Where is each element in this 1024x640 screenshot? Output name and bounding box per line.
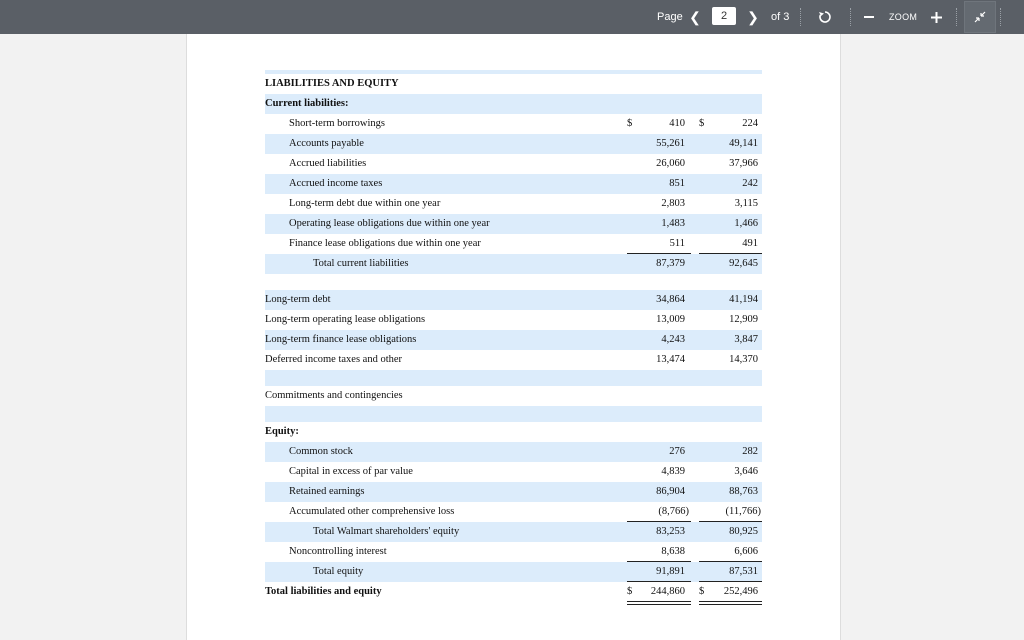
value-year-2: 3,115 — [734, 198, 758, 209]
table-row — [265, 214, 762, 234]
row-label: Commitments and contingencies — [265, 390, 403, 401]
collapse-icon — [965, 2, 995, 32]
value-year-1: 87,379 — [656, 258, 685, 269]
table-row — [265, 482, 762, 502]
value-year-2: 41,194 — [729, 294, 758, 305]
row-label: Long-term finance lease obligations — [265, 334, 417, 345]
row-label: Total current liabilities — [313, 258, 409, 269]
value-year-1: 2,803 — [661, 198, 685, 209]
value-year-1: 276 — [669, 446, 685, 457]
row-label: Total Walmart shareholders' equity — [313, 526, 460, 537]
table-row — [265, 290, 762, 310]
table-row — [265, 386, 762, 406]
value-year-1: 4,839 — [661, 466, 685, 477]
row-label: Long-term debt due within one year — [289, 198, 441, 209]
table-row — [265, 310, 762, 330]
toolbar-divider — [1000, 8, 1001, 26]
table-row — [265, 174, 762, 194]
currency-symbol: $ — [699, 118, 705, 129]
row-label: Total liabilities and equity — [265, 586, 382, 597]
double-underline — [627, 604, 691, 605]
value-year-1: 13,009 — [656, 314, 685, 325]
table-row — [265, 442, 762, 462]
row-label: Accrued liabilities — [289, 158, 367, 169]
rotate-icon[interactable] — [815, 0, 835, 34]
chevron-left-icon[interactable]: ❮ — [689, 9, 701, 25]
spacer-row — [265, 406, 762, 422]
row-label: Long-term operating lease obligations — [265, 314, 426, 325]
double-underline — [699, 601, 762, 602]
value-year-1: 91,891 — [656, 566, 685, 577]
row-label: Common stock — [289, 446, 353, 457]
value-year-1: 8,638 — [661, 546, 685, 557]
section-heading: LIABILITIES AND EQUITY — [265, 78, 399, 89]
page-label: Page — [657, 11, 683, 23]
spacer-row — [265, 274, 762, 290]
currency-symbol: $ — [627, 118, 633, 129]
value-year-2: 252,496 — [723, 586, 758, 597]
value-year-1: 1,483 — [661, 218, 685, 229]
value-year-1: 34,864 — [656, 294, 685, 305]
value-year-2: 3,847 — [734, 334, 758, 345]
value-year-2: 37,966 — [729, 158, 758, 169]
value-year-2: 80,925 — [729, 526, 758, 537]
value-year-2: 1,466 — [734, 218, 758, 229]
value-year-2: 491 — [742, 238, 758, 249]
double-underline — [627, 601, 691, 602]
value-year-1: 55,261 — [656, 138, 685, 149]
currency-symbol: $ — [699, 586, 705, 597]
value-year-1: (8,766) — [658, 506, 689, 517]
minus-icon[interactable] — [862, 0, 876, 34]
value-year-2: 88,763 — [729, 486, 758, 497]
table-row — [265, 502, 762, 522]
row-label: Long-term debt — [265, 294, 331, 305]
value-year-1: 26,060 — [656, 158, 685, 169]
chevron-right-icon[interactable]: ❯ — [747, 9, 759, 25]
table-row — [265, 462, 762, 482]
row-label: Operating lease obligations due within one year — [289, 218, 490, 229]
value-year-2: 242 — [742, 178, 758, 189]
plus-icon[interactable] — [929, 0, 943, 34]
value-year-2: 92,645 — [729, 258, 758, 269]
value-year-2: 6,606 — [734, 546, 758, 557]
pdf-toolbar — [0, 0, 1024, 34]
row-label: Accumulated other comprehensive loss — [289, 506, 455, 517]
value-year-2: 224 — [742, 118, 758, 129]
zoom-label: ZOOM — [889, 12, 918, 22]
value-year-2: 87,531 — [729, 566, 758, 577]
table-row — [265, 582, 762, 602]
row-label: Capital in excess of par value — [289, 466, 413, 477]
row-label: Retained earnings — [289, 486, 365, 497]
row-label: Accrued income taxes — [289, 178, 383, 189]
table-row — [265, 234, 762, 254]
table-row — [265, 542, 762, 562]
table-row — [265, 422, 762, 442]
toolbar-divider — [850, 8, 851, 26]
page-number-input[interactable]: 2 — [712, 7, 736, 25]
balance-sheet-table — [265, 70, 762, 602]
row-label: Noncontrolling interest — [289, 546, 387, 557]
currency-symbol: $ — [627, 586, 633, 597]
current-liabilities-heading: Current liabilities: — [265, 98, 349, 109]
value-year-2: 49,141 — [729, 138, 758, 149]
table-row — [265, 114, 762, 134]
page-count: of 3 — [771, 11, 790, 23]
row-label: Deferred income taxes and other — [265, 354, 403, 365]
value-year-1: 83,253 — [656, 526, 685, 537]
table-row — [265, 350, 762, 370]
value-year-2: 14,370 — [729, 354, 758, 365]
value-year-1: 851 — [669, 178, 685, 189]
table-row — [265, 134, 762, 154]
value-year-1: 244,860 — [650, 586, 685, 597]
row-label: Short-term borrowings — [289, 118, 385, 129]
value-year-2: 3,646 — [734, 466, 758, 477]
document-page — [186, 34, 841, 640]
value-year-2: 282 — [742, 446, 758, 457]
value-year-1: 86,904 — [656, 486, 685, 497]
value-year-1: 4,243 — [661, 334, 685, 345]
row-label: Total equity — [313, 566, 364, 577]
spacer-row — [265, 370, 762, 386]
table-row — [265, 522, 762, 542]
toolbar-divider — [800, 8, 801, 26]
toolbar-divider — [956, 8, 957, 26]
value-year-1: 410 — [669, 118, 685, 129]
table-row — [265, 330, 762, 350]
equity-heading: Equity: — [265, 426, 299, 437]
table-row — [265, 154, 762, 174]
value-year-2: (11,766) — [725, 506, 761, 517]
value-year-2: 12,909 — [729, 314, 758, 325]
value-year-1: 13,474 — [656, 354, 685, 365]
row-label: Finance lease obligations due within one year — [289, 238, 481, 249]
value-year-1: 511 — [669, 238, 685, 249]
row-label: Accounts payable — [289, 138, 364, 149]
table-row — [265, 562, 762, 582]
double-underline — [699, 604, 762, 605]
exit-fullscreen-button[interactable] — [964, 1, 996, 33]
table-row — [265, 254, 762, 274]
table-row — [265, 194, 762, 214]
